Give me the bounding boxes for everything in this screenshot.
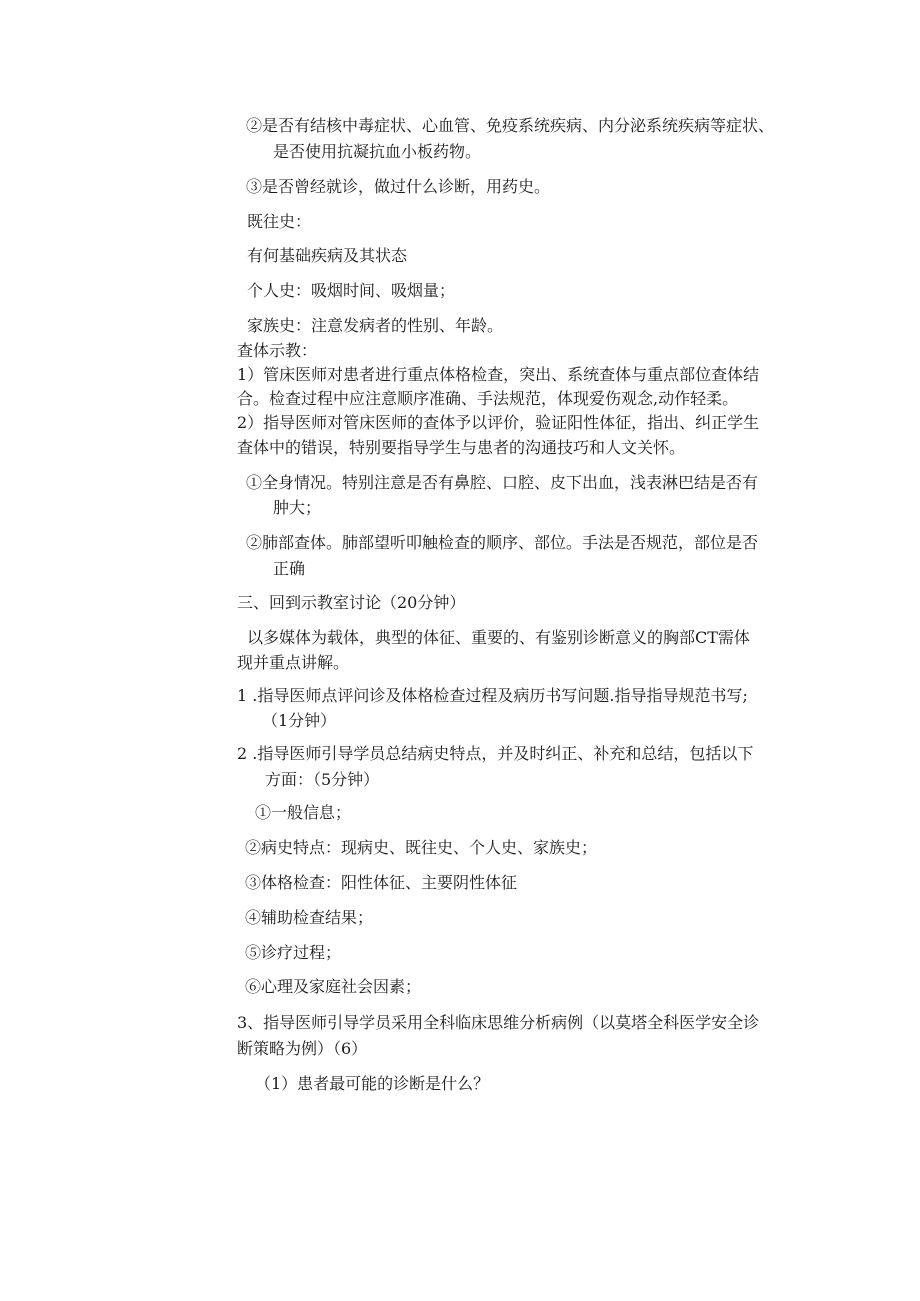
past-history-heading: 既往史： xyxy=(247,212,312,231)
summary-psychosocial: ⑥心理及家庭社会因素； xyxy=(245,977,422,996)
discussion-item-1: 1 .指导医师点评问诊及体格检查过程及病历书写问题.指导指导规范书写; xyxy=(237,686,748,705)
section-3-heading: 三、回到示教室讨论（20分钟） xyxy=(237,593,466,612)
discussion-item-3-cont: 断策略为例）（6） xyxy=(237,1039,368,1058)
multimedia-paragraph-cont: 现并重点讲解。 xyxy=(237,653,350,672)
exam-step-1-cont: 合。检查过程中应注意顺序准确、手法规范，体现爱伤观念,动作轻柔。 xyxy=(237,389,739,408)
multimedia-paragraph: 以多媒体为载体，典型的体征、重要的、有鉴别诊断意义的胸部CT需体 xyxy=(247,628,750,647)
family-history: 家族史：注意发病者的性别、年龄。 xyxy=(247,316,504,335)
discussion-item-1-time: （1分钟） xyxy=(262,711,337,730)
question-1: （1）患者最可能的诊断是什么？ xyxy=(255,1074,490,1093)
summary-history: ②病史特点：现病史、既往史、个人史、家族史； xyxy=(245,838,598,857)
item-2-symptoms: ②是否有结核中毒症状、心血管、免疫系统疾病、内分泌系统疾病等症状、 xyxy=(246,116,775,135)
discussion-item-2-cont: 方面：（5分钟） xyxy=(265,770,380,789)
discussion-item-3: 3、指导医师引导学员采用全科临床思维分析病例（以莫塔全科医学安全诊 xyxy=(237,1013,760,1032)
item-3-prior-visits: ③是否曾经就诊，做过什么诊断，用药史。 xyxy=(246,177,551,196)
personal-history: 个人史：吸烟时间、吸烟量； xyxy=(247,281,456,300)
exam-step-1: 1）管床医师对患者进行重点体格检查，突出、系统查体与重点部位查体结 xyxy=(237,365,760,384)
exam-step-2: 2）指导医师对管床医师的查体予以评价，验证阳性体征，指出、纠正学生 xyxy=(237,413,760,432)
summary-general-info: ①一般信息； xyxy=(255,803,352,822)
exam-general-condition: ①全身情况。特别注意是否有鼻腔、口腔、皮下出血，浅表淋巴结是否有 xyxy=(246,473,759,492)
exam-teaching-heading: 查体示教： xyxy=(237,341,318,360)
summary-auxiliary-tests: ④辅助检查结果； xyxy=(245,908,374,927)
discussion-item-2: 2 .指导医师引导学员总结病史特点，并及时纠正、补充和总结，包括以下 xyxy=(237,744,754,763)
exam-lung: ②肺部查体。肺部望听叩触检查的顺序、部位。手法是否规范，部位是否 xyxy=(246,533,759,552)
summary-physical-exam: ③体格检查：阳性体征、主要阴性体征 xyxy=(245,873,518,892)
summary-treatment: ⑤诊疗过程； xyxy=(245,943,342,962)
past-history-text: 有何基础疾病及其状态 xyxy=(247,246,408,265)
exam-step-2-cont: 查体中的错误，特别要指导学生与患者的沟通技巧和人文关怀。 xyxy=(237,438,686,457)
exam-general-condition-cont: 肿大； xyxy=(273,498,322,517)
item-2-symptoms-cont: 是否使用抗凝抗血小板药物。 xyxy=(273,142,482,161)
exam-lung-cont: 正确 xyxy=(273,559,306,578)
